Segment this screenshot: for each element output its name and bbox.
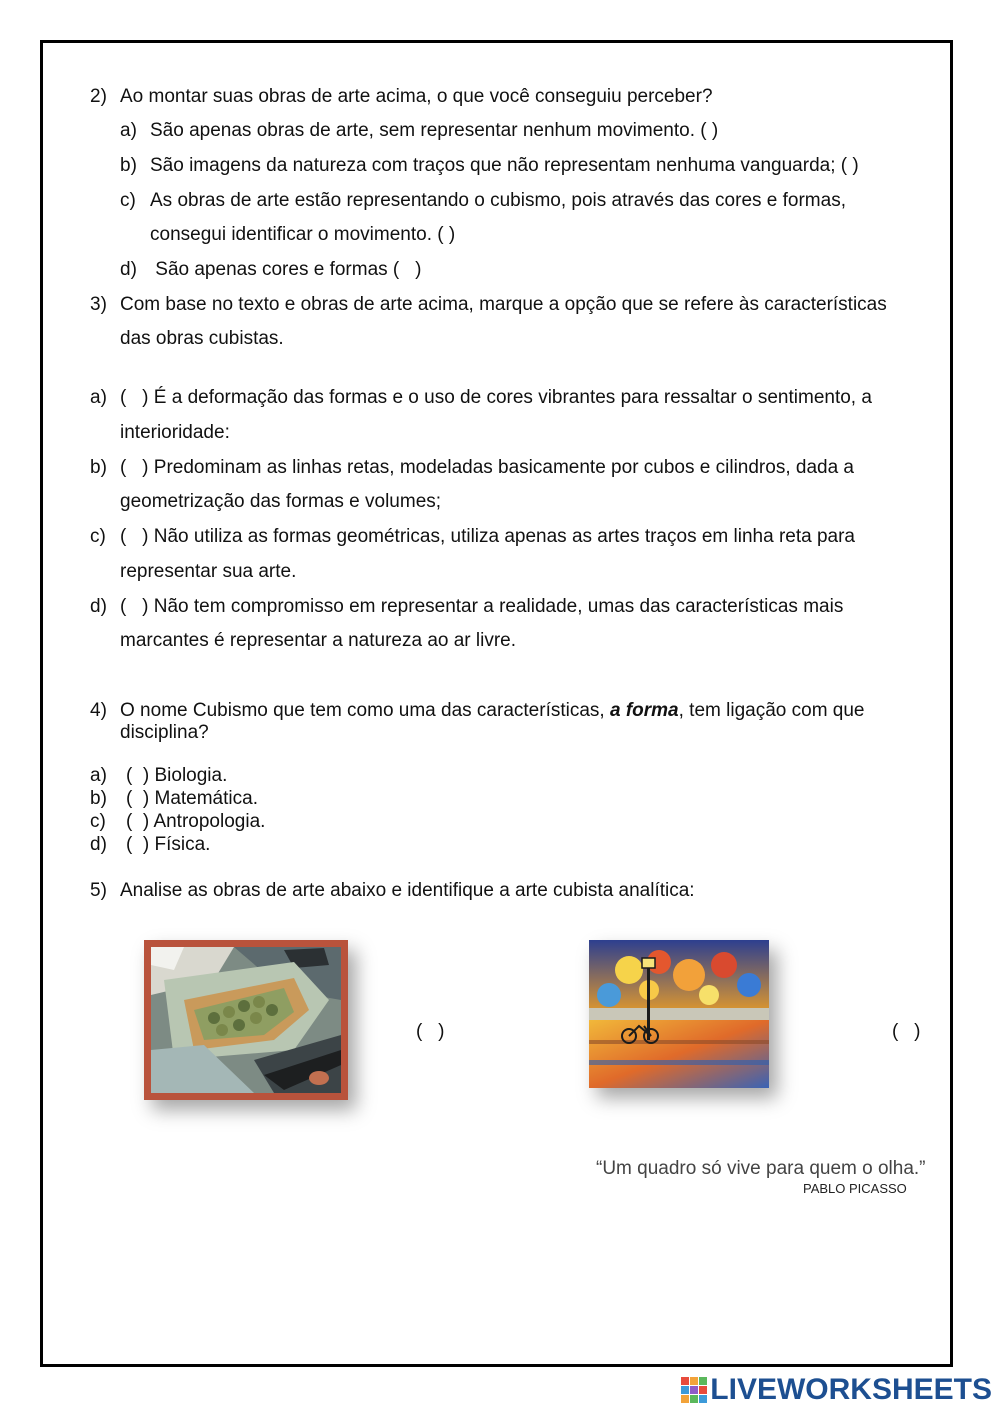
q2-option-b-letter: b)	[120, 155, 137, 176]
q4-option-c[interactable]: ( ) Antropologia.	[126, 811, 266, 832]
q2-text: Ao montar suas obras de arte acima, o que você conseguiu perceber?	[120, 86, 713, 107]
q5-number: 5)	[90, 880, 107, 901]
impressionist-street-image	[589, 940, 769, 1088]
q4-text-line2: disciplina?	[120, 722, 209, 743]
q3-option-a-letter: a)	[90, 387, 107, 408]
q2-option-c-letter: c)	[120, 190, 136, 211]
q4-option-d-letter: d)	[90, 834, 107, 855]
q2-option-a[interactable]: São apenas obras de arte, sem representar nenhum movimento. ( )	[150, 120, 719, 141]
q4-option-a-letter: a)	[90, 765, 107, 786]
q3-option-c-cont: representar sua arte.	[120, 561, 297, 582]
q4-text-before: O nome Cubismo que tem como uma das características,	[120, 700, 610, 721]
q3-option-b[interactable]: ( ) Predominam as linhas retas, modeladas basicamente por cubos e cilindros, dada a	[120, 457, 854, 478]
q2-option-b[interactable]: São imagens da natureza com traços que não representam nenhuma vanguarda; ( )	[150, 155, 859, 176]
logo-grid-icon	[681, 1377, 707, 1403]
q4-option-b-letter: b)	[90, 788, 107, 809]
q2-option-a-letter: a)	[120, 120, 137, 141]
q4-option-c-letter: c)	[90, 811, 106, 832]
q3-option-a[interactable]: ( ) É a deformação das formas e o uso de cores vibrantes para ressaltar o sentimento, a	[120, 387, 872, 408]
liveworksheets-logo[interactable]	[681, 1373, 992, 1407]
q5-text: Analise as obras de arte abaixo e identifique a arte cubista analítica:	[120, 880, 695, 901]
painting-2-answer[interactable]: ( )	[892, 1021, 921, 1042]
cubist-still-life-painting	[144, 940, 348, 1100]
q3-option-d-letter: d)	[90, 596, 107, 617]
q4-text	[120, 700, 865, 722]
q4-option-d[interactable]: ( ) Física.	[126, 834, 211, 855]
q3-text-line1: Com base no texto e obras de arte acima, marque a opção que se refere às características	[120, 294, 887, 315]
logo-text: LIVEWORKSHEETS	[710, 1373, 992, 1406]
impressionist-street-painting	[589, 940, 769, 1088]
picasso-quote: “Um quadro só vive para quem o olha.”	[596, 1158, 926, 1179]
q2-option-d[interactable]: São apenas cores e formas ( )	[150, 259, 422, 280]
q3-option-b-letter: b)	[90, 457, 107, 478]
q2-option-c-cont[interactable]: consegui identificar o movimento. ( )	[150, 224, 456, 245]
q2-number: 2)	[90, 86, 107, 107]
q3-number: 3)	[90, 294, 107, 315]
q3-option-d[interactable]: ( ) Não tem compromisso em representar a realidade, umas das características mais	[120, 596, 844, 617]
q3-option-a-cont: interioridade:	[120, 422, 230, 443]
q2-option-c[interactable]: As obras de arte estão representando o cubismo, pois através das cores e formas,	[150, 190, 846, 211]
q3-option-d-cont: marcantes é representar a natureza ao ar livre.	[120, 630, 517, 651]
q3-option-b-cont: geometrização das formas e volumes;	[120, 491, 442, 512]
q2-option-d-letter: d)	[120, 259, 137, 280]
cubist-still-life-image	[144, 940, 348, 1100]
quote-author: PABLO PICASSO	[803, 1181, 907, 1196]
q4-option-b[interactable]: ( ) Matemática.	[126, 788, 258, 809]
q3-option-c-letter: c)	[90, 526, 106, 547]
q4-text-after: , tem ligação com que	[678, 700, 865, 721]
q4-emphasis: a forma	[609, 700, 679, 721]
painting-1-answer[interactable]: ( )	[416, 1021, 445, 1042]
q4-option-a[interactable]: ( ) Biologia.	[126, 765, 228, 786]
q4-number: 4)	[90, 700, 107, 721]
q3-option-c[interactable]: ( ) Não utiliza as formas geométricas, utiliza apenas as artes traços em linha reta para	[120, 526, 855, 547]
q3-text-line2: das obras cubistas.	[120, 328, 284, 349]
